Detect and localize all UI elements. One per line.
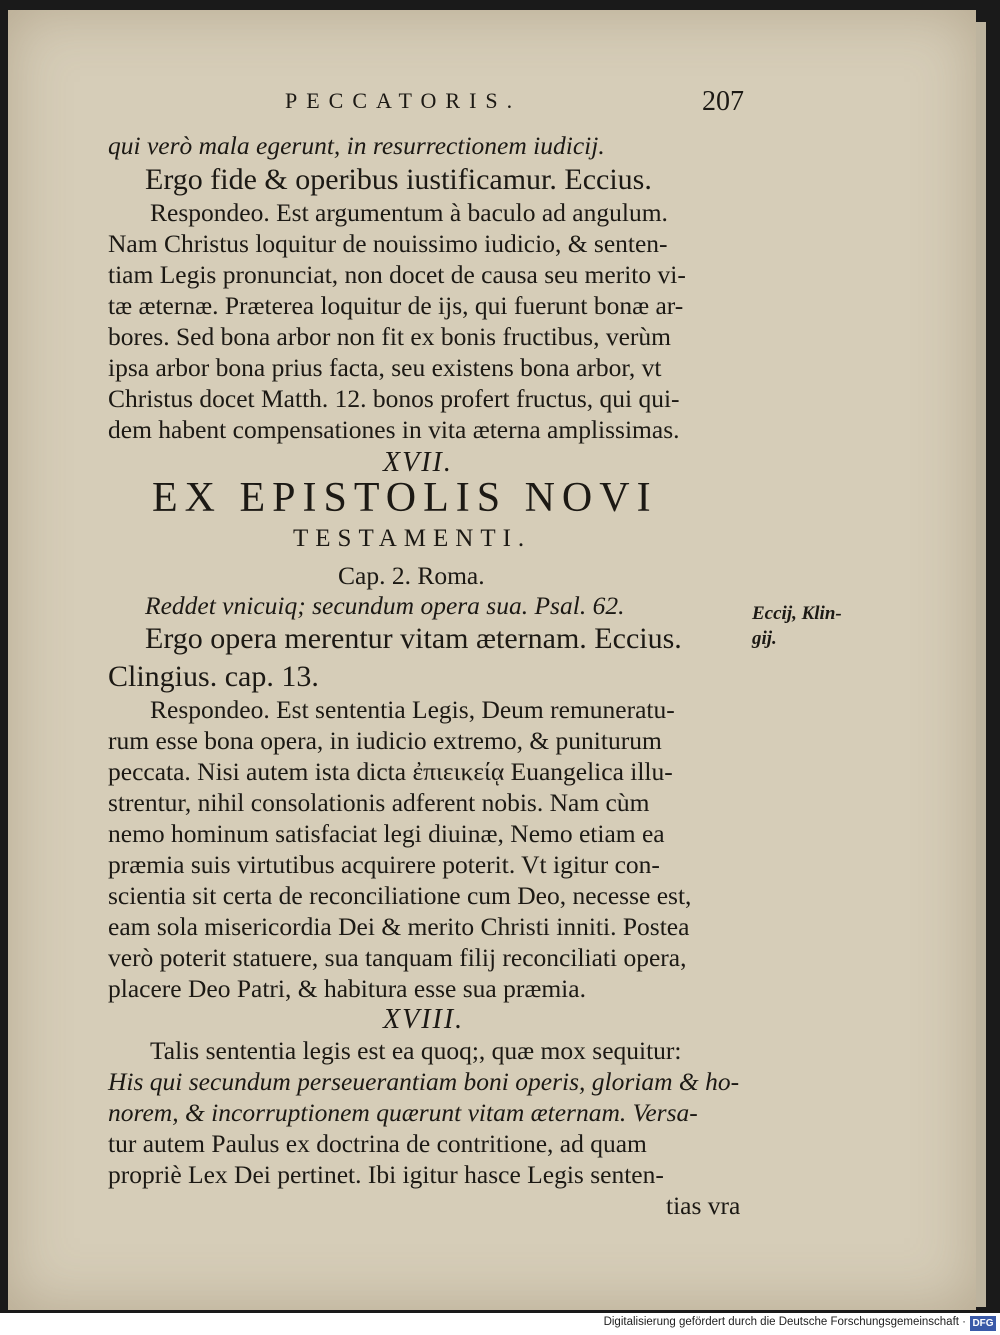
- text-line-23: præmia suis virtutibus acquirere poterit. Vt igitur con-: [108, 850, 660, 879]
- text-line-22: nemo hominum satisfaciat legi diuinæ, Nemo etiam ea: [108, 819, 665, 848]
- footer-credit: Digitalisierung gefördert durch die Deutsche Forschungsgemeinschaft ·: [603, 1316, 966, 1328]
- text-line-20: peccata. Nisi autem ista dicta ἐπιεικείᾳ Euangelica illu-: [108, 757, 673, 786]
- text-line-1: qui verò mala egerunt, in resurrectionem iudicij.: [108, 131, 605, 160]
- section-number-xviii: XVIII.: [383, 1004, 465, 1035]
- text-line-16: Ergo opera merentur vitam æternam. Eccius.: [145, 622, 682, 655]
- text-line-24: scientia sit certa de reconciliatione cum Deo, necesse est,: [108, 881, 692, 910]
- text-line-7: bores. Sed bona arbor non fit ex bonis fructibus, verùm: [108, 322, 672, 351]
- margin-note-line-2: gij.: [752, 628, 777, 649]
- text-line-4: Nam Christus loquitur de nouissimo iudicio, & senten-: [108, 229, 668, 258]
- running-head: PECCATORIS.: [285, 88, 522, 113]
- text-line-33: propriè Lex Dei pertinet. Ibi igitur hasce Legis senten-: [108, 1160, 664, 1189]
- text-line-8: ipsa arbor bona prius facta, seu existens bona arbor, vt: [108, 353, 662, 382]
- footer-bar: [0, 1313, 1000, 1335]
- scripture-quote: Reddet vnicuiq; secundum opera sua. Psal. 62.: [145, 591, 625, 620]
- section-number-xvii: XVII.: [383, 447, 453, 478]
- text-line-27: placere Deo Patri, & habitura esse sua præmia.: [108, 974, 586, 1003]
- text-line-6: tæ æternæ. Præterea loquitur de ijs, qui fuerunt bonæ ar-: [108, 291, 684, 320]
- text-line-10: dem habent compensationes in vita æterna amplissimas.: [108, 415, 680, 444]
- margin-note-line-1: Eccij, Klin-: [752, 603, 842, 624]
- text-line-2: Ergo fide & operibus iustificamur. Eccius.: [145, 163, 652, 196]
- text-line-29: Talis sententia legis est ea quoq;, quæ mox sequitur:: [150, 1036, 682, 1065]
- text-line-17: Clingius. cap. 13.: [108, 660, 319, 693]
- text-line-31: norem, & incorruptionem quærunt vitam æternam. Versa-: [108, 1098, 698, 1127]
- text-line-30: His qui secundum perseuerantiam boni operis, gloriam & ho-: [108, 1067, 740, 1096]
- text-line-25: eam sola misericordia Dei & merito Christi inniti. Postea: [108, 912, 690, 941]
- text-line-26: verò poterit statuere, sua tanquam filij reconciliati opera,: [108, 943, 687, 972]
- section-subtitle: TESTAMENTI.: [293, 525, 532, 552]
- text-line-5: tiam Legis pronunciat, non docet de causa seu merito vi-: [108, 260, 686, 289]
- text-line-3: Respondeo. Est argumentum à baculo ad angulum.: [150, 198, 668, 227]
- text-line-19: rum esse bona opera, in iudicio extremo, & puniturum: [108, 726, 662, 755]
- text-line-21: strentur, nihil consolationis adferent nobis. Nam cùm: [108, 788, 650, 817]
- text-line-9: Christus docet Matth. 12. bonos profert fructus, qui qui-: [108, 384, 680, 413]
- text-line-32: tur autem Paulus ex doctrina de contritione, ad quam: [108, 1129, 647, 1158]
- page-number: 207: [702, 86, 744, 117]
- page-edge: [976, 22, 986, 1307]
- text-line-18: Respondeo. Est sententia Legis, Deum remuneratu-: [150, 695, 675, 724]
- dfg-logo: DFG: [970, 1316, 996, 1331]
- section-title: EX EPISTOLIS NOVI: [152, 475, 658, 521]
- catchword: tias vra: [666, 1191, 741, 1220]
- chapter-reference: Cap. 2. Roma.: [338, 561, 485, 590]
